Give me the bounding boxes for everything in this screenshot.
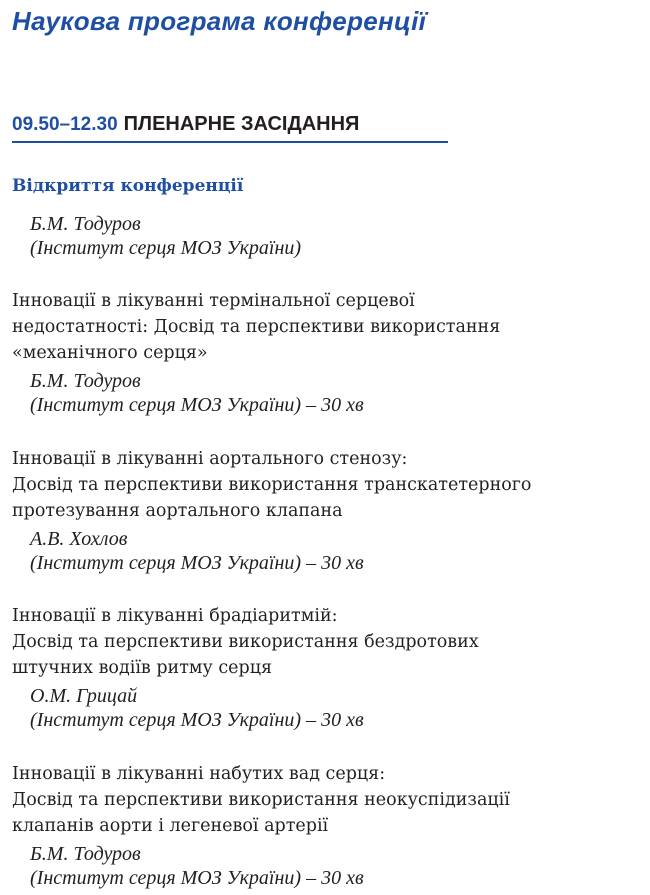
session-title: ПЛЕНАРНЕ ЗАСІДАННЯ xyxy=(123,113,360,135)
talk-speaker-block xyxy=(30,369,364,417)
talk-title-line: Інновації в лікуванні аортального стенозу: xyxy=(12,449,408,469)
speaker-affiliation: (Інститут серця МОЗ України) – 30 хв xyxy=(30,552,364,574)
talk-title-line: «механічного серця» xyxy=(12,343,208,363)
talk-title xyxy=(12,761,510,839)
talk-title xyxy=(12,603,479,681)
speaker-name: Б.М. Тодуров xyxy=(30,843,141,865)
opening-speaker-block xyxy=(30,212,301,260)
talk-title-line: Досвід та перспективи використання неокуспідизації xyxy=(12,790,510,810)
talk-title xyxy=(12,288,500,366)
talk-title xyxy=(12,446,531,524)
opening-title: Відкриття конференції xyxy=(12,176,244,196)
speaker-affiliation: (Інститут серця МОЗ України) – 30 хв xyxy=(30,394,364,416)
talk-title-line: Інновації в лікуванні брадіаритмій: xyxy=(12,606,338,626)
talk-title-line: протезування аортального клапана xyxy=(12,501,343,521)
speaker-affiliation: (Інститут серця МОЗ України) – 30 хв xyxy=(30,709,364,731)
page-title: Наукова програма конференції xyxy=(12,6,427,36)
speaker-name: Б.М. Тодуров xyxy=(30,370,141,392)
talk-title-line: штучних водіїв ритму серця xyxy=(12,658,273,678)
talk-title-line: недостатності: Досвід та перспективи використання xyxy=(12,317,501,337)
talk-title-line: Досвід та перспективи використання транскатетерного xyxy=(12,475,532,495)
talk-title-line: Інновації в лікуванні термінальної серцевої xyxy=(12,291,415,311)
talk-title-line: Інновації в лікуванні набутих вад серця: xyxy=(12,764,386,784)
talk-speaker-block xyxy=(30,527,364,575)
session-header xyxy=(12,113,448,143)
speaker-name: А.В. Хохлов xyxy=(30,528,128,550)
session-time: 09.50–12.30 xyxy=(12,114,118,135)
speaker-affiliation: (Інститут серця МОЗ України) – 30 хв xyxy=(30,867,364,889)
speaker-affiliation: (Інститут серця МОЗ України) xyxy=(30,237,302,259)
speaker-name: О.М. Грицай xyxy=(30,685,138,707)
talk-speaker-block xyxy=(30,684,364,732)
talk-title-line: клапанів аорти і легеневої артерії xyxy=(12,816,329,836)
speaker-name: Б.М. Тодуров xyxy=(30,213,141,235)
talk-speaker-block xyxy=(30,842,364,890)
talk-title-line: Досвід та перспективи використання бездротових xyxy=(12,632,479,652)
